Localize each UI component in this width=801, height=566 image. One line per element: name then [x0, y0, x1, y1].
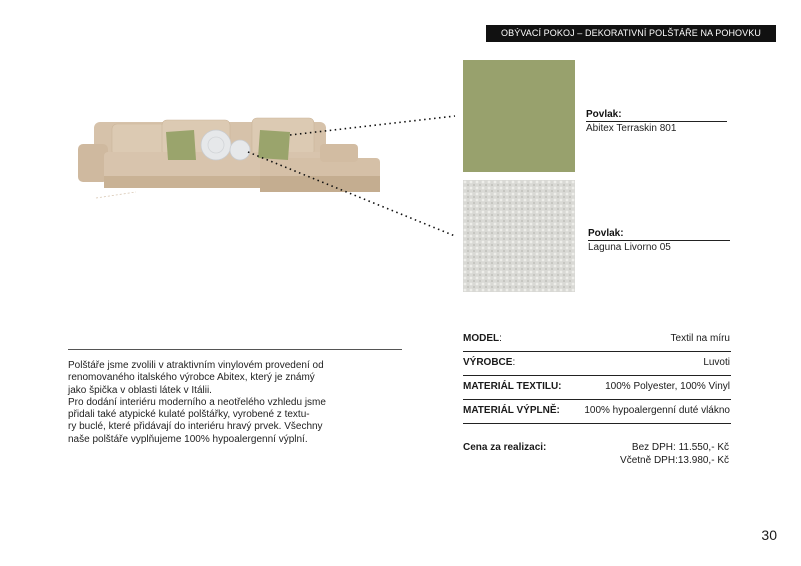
cover-label-1: Povlak: — [586, 109, 622, 120]
spec-row-model — [463, 327, 731, 352]
description-rule — [68, 349, 402, 350]
spec-row-textile — [463, 375, 731, 400]
spec-key: MATERIÁL VÝPLNĚ: — [463, 405, 560, 416]
spec-key: MODEL: — [463, 333, 502, 344]
spec-row-manufacturer — [463, 351, 731, 376]
cover-label-2: Povlak: — [588, 228, 624, 239]
cover-value-1: Abitex Terraskin 801 — [586, 121, 727, 134]
price-without-vat: Bez DPH: 11.550,- Kč — [631, 442, 729, 453]
fabric-swatch-terraskin — [463, 60, 575, 172]
spec-value: Textil na míru — [670, 333, 730, 344]
spec-row-filling — [463, 399, 731, 424]
price-with-vat: Včetně DPH:13.980,- Kč — [620, 455, 729, 466]
spec-value: Luvoti — [703, 357, 730, 368]
page-header-title: OBÝVACÍ POKOJ – DEKORATIVNÍ POLŠTÁŘE NA POHOVKU — [486, 25, 776, 42]
spec-value: 100% hypoalergenní duté vlákno — [584, 405, 730, 416]
spec-key: VÝROBCE: — [463, 357, 516, 368]
spec-key: MATERIÁL TEXTILU: — [463, 381, 562, 392]
price-label: Cena za realizaci: — [463, 442, 547, 453]
cover-value-2: Laguna Livorno 05 — [588, 240, 730, 253]
fabric-swatch-laguna — [463, 180, 575, 292]
page-number: 30 — [761, 527, 777, 543]
description-text: Polštáře jsme zvolili v atraktivním vinylovém provedení od renomovaného italského výrobce Abitex, který je známý jako špička v oblasti látek v Itálii. Pro dodání interiéru moderního a neotřelého vzhledu jsme přidali také atypické kulaté polštářky, vyrobené z textu- ry buclé, které přidávají do interiéru hravý prvek. Všechny naše polštáře vyplňujeme 100% hypoalergenní výplní. — [68, 360, 326, 445]
spec-value: 100% Polyester, 100% Vinyl — [605, 381, 730, 392]
leader-line-boucle — [248, 152, 455, 236]
leader-line-green — [290, 116, 455, 135]
